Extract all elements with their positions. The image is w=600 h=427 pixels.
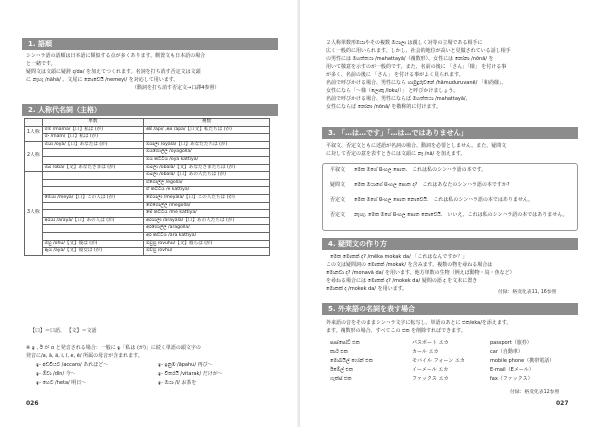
table-row [25,141,270,149]
table-cell [144,134,270,142]
body-text: が多く、名前の後に 「さん」 を付ける事がよく見られます。 [326,72,464,78]
table-row [25,187,270,195]
table-row [25,179,270,187]
table-cell [42,232,143,240]
table-cell: ඔයාලා /oyālā/【口】あなたたちは (が) [144,141,270,149]
loanword-sinhala: ඊමේල් එක [330,367,353,373]
body-text: ます。複数形の場合、すべてこの එක を削除すればできます。 [326,328,466,334]
table-row [25,232,270,240]
header-plural: 複数 [144,119,270,127]
table-row [25,194,270,202]
body-text: 用いて敬意を示すのが一般的です。また、名前の後に 「さん」「様」 を付ける事 [326,64,507,70]
body-text: 女性にならば නෝනා /nōnā/ を敬称的に付けます。 [326,104,442,110]
table-cell: ඔය කට්ටිය /oya kattiya/ [144,156,270,164]
note-text: 発音に/a, ā, ä, i, ī, e, ē/ 所属の母音が含まれます。 [26,353,143,359]
table-row [25,210,270,218]
loanword-meaning: fax（ファックス） [490,376,533,382]
example-text: ඉ- විතරයි /vitarak/ だけが～ [158,371,223,377]
table-cell: ඔබලා /obalā/【口】あの人たちは (が) [144,172,270,180]
appendix-note: 付録：格変化表12参照 [510,390,560,395]
table-cell: එගොල්ල /egolla/ [144,179,270,187]
body-text: の男性には මහත්තයා /mahattayā/（複数形）、女性には නෝනා /nōnā/ を [326,56,494,62]
loanword-sinhala: ෆැක්ස් එක [330,376,352,382]
table-cell: අරයාලා /arayālā/【口】あの人たちは (が) [144,217,270,225]
body-text: 名前で呼びかける場合、男性にならば මහත්තයා /mahattayā/、 [326,96,471,102]
loanword-sinhala: මොබයිල් ෆෝන් එක [330,358,373,364]
table-cell: මම /mama/【口】私は (が) [42,126,143,134]
body-text: මෙක මොකක් ද? /mēka mokak da/ 「これはなんですか？」 [330,254,468,260]
table-row [25,172,270,180]
pronoun-table [24,118,270,256]
table-cell [42,149,143,157]
table-cell: ඔවුහු /ovuhu/【文】彼らは (が) [144,240,270,248]
table-row [25,248,270,256]
example-text: නැහැ. මෙක මගේ සිංහල පොත නොවෙයි. いいえ、これは私のシンハラ語の本ではありません。 [354,212,568,218]
note-text: ※ ඉ , ඊ が ɑ と発音される場合：一般に ඉ「私は (が)」に続く単語の頭文字の [26,345,201,351]
page-number: 027 [556,400,569,407]
table-cell: මෙයාලා /meyālā/【口】この人たちは (が) [144,194,270,202]
table-cell: ඔබලා /obalā/【文】あなたさまたちは (が) [144,164,270,172]
table-cell: අර කට්ටිය /ara kattiya/ [144,232,270,240]
body-text: と一緒です。 [26,61,56,67]
person-label: 3人称 [25,172,43,256]
body-text: 広く一般的に用いられます。しかし、社会的地位が高いと見做されている話し相手 [326,48,511,54]
table-cell: ඔයා /oyā/【口】あなたは (が) [42,141,143,149]
example-label: 平叙文 [330,167,346,173]
body-text: 平叙文、否定文ともに述語が名詞の場合、動詞を必要としません。また、疑問文 [326,143,507,149]
table-cell: ඔබ /oba/【文】あなたさまは (が) [42,164,143,172]
table-cell [42,179,143,187]
example-text: ඉ- හෙට /heta/ 明日～ [36,380,87,386]
table-cell [42,187,143,195]
body-text: ２人称単数形ඔයාやその複数 ඔයාලා は親しく対等の立場である相手に [326,40,483,46]
example-label: 疑問文 [330,182,346,188]
loanword-sinhala: කාර් එක [330,349,348,355]
table-cell: ඔහු /ohu/【文】彼は (が) [42,240,143,248]
section-title-loanwords: 5. 外来語の名詞を表す場合 [322,303,578,315]
loanword-kana: モバイル フォーン エカ [412,358,465,364]
table-cell: මං /mam/【口】私は (が) [42,134,143,142]
body-text: を尋ねる場合には මොකක් ද? /mokek da/ 疑問の語 ද を文末に置き [326,278,478,284]
table-cell: අපි /api/ ,අප /apa/【口文】私たちは (が) [144,126,270,134]
table-cell [42,210,143,218]
table-row [25,156,270,164]
table-row [25,217,270,225]
table-cell [42,225,143,233]
example-text: ඉ- ඕවා /dīn/ 今～ [36,371,76,377]
table-row [25,126,270,134]
table-cell: අරයා /arayā/【口】あの人は (が) [42,217,143,225]
example-text: ඉ- ඔයා /ī/ お茶を [158,380,197,386]
table-cell: මෙයා /meyā/【口】この人は (が) [42,194,143,202]
table-row [25,225,270,233]
section-title-questions: 4. 疑問文の作り方 [322,238,578,250]
body-text: （動詞を打ち消す否定文→口譯4参照） [132,85,220,91]
body-text: 女性になら「～様（ලොකු /loku/）」 と呼びかけましょう。 [326,88,459,94]
person-label: 1人称 [25,126,43,141]
table-cell: මෙගොල්ල /megolla/ [144,202,270,210]
loanword-kana: パスポート エカ [412,340,449,346]
example-label: 否定文 [330,212,346,218]
appendix-note: 付録：格変化表11, 16参照 [498,290,557,295]
body-text: シンハラ語の語順は日本語に類似する点が多くあります。側置文も日本語の場合 [26,53,206,59]
legend-text: 【口】＝口語、 【文】＝文語 [30,328,97,334]
loanword-sinhala: පාස්පෝට් එක [330,340,360,346]
table-row [25,240,270,248]
body-text: 名前で呼びかける場合、男性になら හාමුදුරුවනේ /hāmuduruvanē/ 「和尚様」、 [326,80,507,86]
table-row [25,164,270,172]
loanword-meaning: E-mail（Eメール） [490,367,534,373]
table-cell: ඒ කට්ටිය /ē kattiya/ [144,187,270,195]
loanword-kana: イーメール エカ [412,367,449,373]
table-cell: මේ කට්ටිය /mē kattiya/ [144,210,270,218]
loanword-kana: カール エカ [412,349,439,355]
table-cell: අරගොල්ල /aragolla/ [144,225,270,233]
loanword-kana: ファックス エカ [412,376,449,382]
table-cell [42,172,143,180]
page-number: 026 [26,400,39,407]
loanword-meaning: car（自動車） [490,349,523,355]
person-label: 2人称 [25,141,43,171]
loanword-meaning: passport（旅券） [490,340,532,346]
body-text: මොනවා ද? /monavā da/ を用います。他方単数の生物（例えば動物・鳥・魚など） [326,270,515,276]
example-label: 否定文 [330,197,346,203]
section-title-desu: 3. 「…は…です」「…は…ではありません」 [322,127,578,139]
table-cell: ඇය /äya/【文】彼女は (が) [42,248,143,256]
body-text: 疑問文は文頭に疑辞 ද/da/ を加えてつくれます。名詞を打ち消す否定文は文頭 [26,69,201,75]
body-text: මොකක් ද /mokek da/ を用います。 [326,286,408,292]
table-cell [42,156,143,164]
body-text: に対して否定の意を表すときには文頭に නෑ /nä/ を加えます。 [326,151,466,157]
table-header-row [25,119,270,127]
example-text: ඉ- අඩවියට /accaro/ あれほど～ [36,362,109,368]
table-cell [42,202,143,210]
section-title-pronouns: 2. 人称代名詞（主格） [22,104,278,116]
header-singular: 単数 [42,119,143,127]
table-row [25,134,270,142]
body-text: この文は疑問詞の මොකක් /mokak/ を含みます。複数の物を尋ねる場合は [326,262,493,268]
example-text: ඉ- ඉනුඹ /āpahu/ 再び～ [158,362,213,368]
loanword-meaning: mobile phone（携帯電話） [490,358,555,364]
example-text: මෙක ඔයාගේ සිංහල පොත ද? これはあなたのシンハラ語の本ですか? [354,182,510,188]
example-text: මෙක මගේ සිංහල පොත නොවෙයි. これは私のシンハラ語の本ではありません。 [354,197,534,203]
body-text: 外来語の音をそのままシンハラ文字に転写し、単語のあとに එක/eka/を添えます。 [326,320,512,326]
section-title-word-order: 1. 語順 [22,38,278,50]
table-row [25,202,270,210]
example-text: මෙක මගේ සිංහල පොත. これは私のシンハラ語の本です。 [354,167,487,173]
table-cell: ඔයගොල්ල /oyagolla/ [144,149,270,157]
body-text: に නැහැ /nähä/ 、文尾に නොවෙයි /nemeyi/ を対応して用います。 [26,77,179,83]
table-row [25,149,270,157]
table-cell: ඔව්හු /ovhu/ [144,248,270,256]
